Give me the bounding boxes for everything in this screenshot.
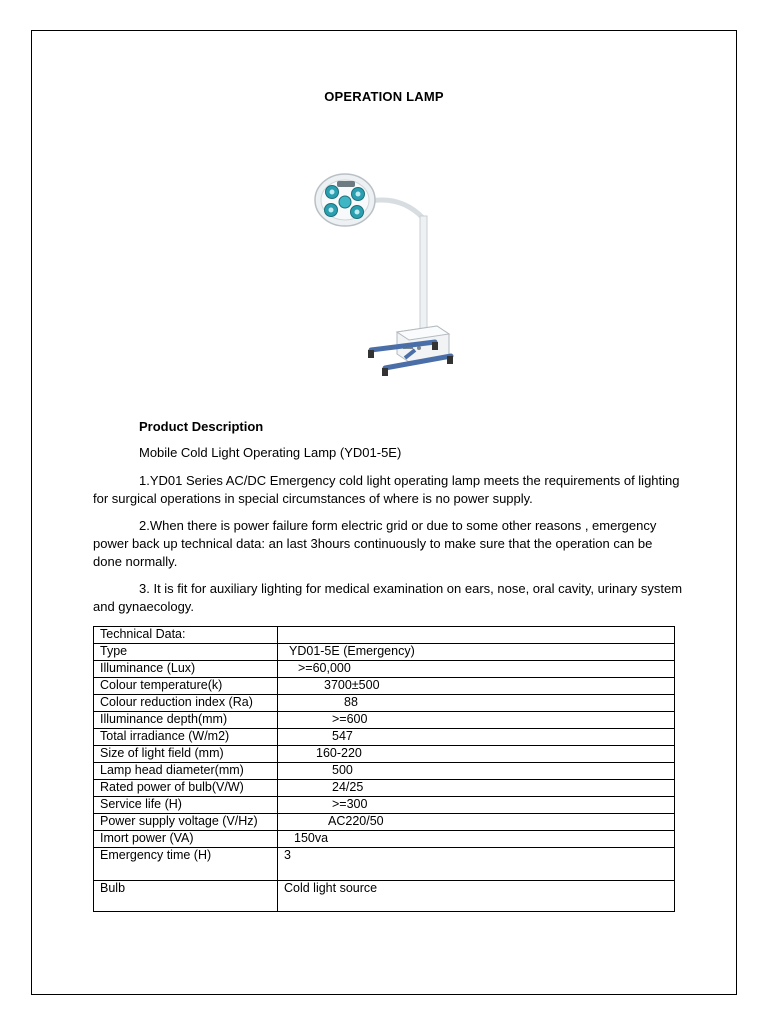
table-row [94,627,675,644]
table-row [94,797,675,814]
table-row [94,763,675,780]
table-cell-label: Total irradiance (W/m2) [94,729,278,746]
table-cell-value: 150va [278,831,675,848]
table-cell-label: Type [94,644,278,661]
table-cell-label: Technical Data: [94,627,278,644]
table-cell-value: 3 [278,848,675,881]
document-title: OPERATION LAMP [324,89,444,104]
description-paragraph-2: 2.When there is power failure form electric grid or due to some other reasons , emergency power back up technical data: an last 3hours continuously to make sure that the operation can be done normally. [93,518,657,569]
table-row [94,848,675,881]
table-cell-value: >=300 [278,797,675,814]
table-cell-label: Emergency time (H) [94,848,278,881]
table-row [94,881,675,912]
table-cell-value: 547 [278,729,675,746]
table-cell-label: Imort power (VA) [94,831,278,848]
table-cell-label: Power supply voltage (V/Hz) [94,814,278,831]
table-row [94,831,675,848]
table-row [94,661,675,678]
table-row [94,729,675,746]
table-row [94,712,675,729]
table-cell-label: Illuminance (Lux) [94,661,278,678]
description-paragraph-1: 1.YD01 Series AC/DC Emergency cold light operating lamp meets the requirements of lighting for surgical operations in special circumstances of where is no power supply. [93,473,680,506]
table-cell-value: AC220/50 [278,814,675,831]
table-row [94,746,675,763]
table-cell-value [278,627,675,644]
table-cell-label: Bulb [94,881,278,912]
table-cell-value: Cold light source [278,881,675,912]
table-cell-label: Illuminance depth(mm) [94,712,278,729]
table-cell-value: 88 [278,695,675,712]
technical-data-table [93,626,675,912]
table-cell-label: Rated power of bulb(V/W) [94,780,278,797]
table-cell-label: Service life (H) [94,797,278,814]
table-cell-value: 24/25 [278,780,675,797]
table-cell-label: Colour temperature(k) [94,678,278,695]
table-row [94,695,675,712]
table-cell-value: >=600 [278,712,675,729]
table-cell-value: 160-220 [278,746,675,763]
product-description-heading: Product Description [139,419,264,434]
table-cell-value: >=60,000 [278,661,675,678]
operation-lamp-image [305,172,455,378]
table-cell-value: YD01-5E (Emergency) [278,644,675,661]
table-cell-value: 3700±500 [278,678,675,695]
table-row [94,644,675,661]
table-row [94,678,675,695]
product-name: Mobile Cold Light Operating Lamp (YD01-5E) [139,445,402,460]
table-cell-label: Size of light field (mm) [94,746,278,763]
table-cell-label: Lamp head diameter(mm) [94,763,278,780]
table-row [94,814,675,831]
table-cell-value: 500 [278,763,675,780]
description-paragraph-3: 3. It is fit for auxiliary lighting for medical examination on ears, nose, oral cavity, urinary system and gynaecology. [93,581,683,614]
table-cell-label: Colour reduction index (Ra) [94,695,278,712]
table-row [94,780,675,797]
